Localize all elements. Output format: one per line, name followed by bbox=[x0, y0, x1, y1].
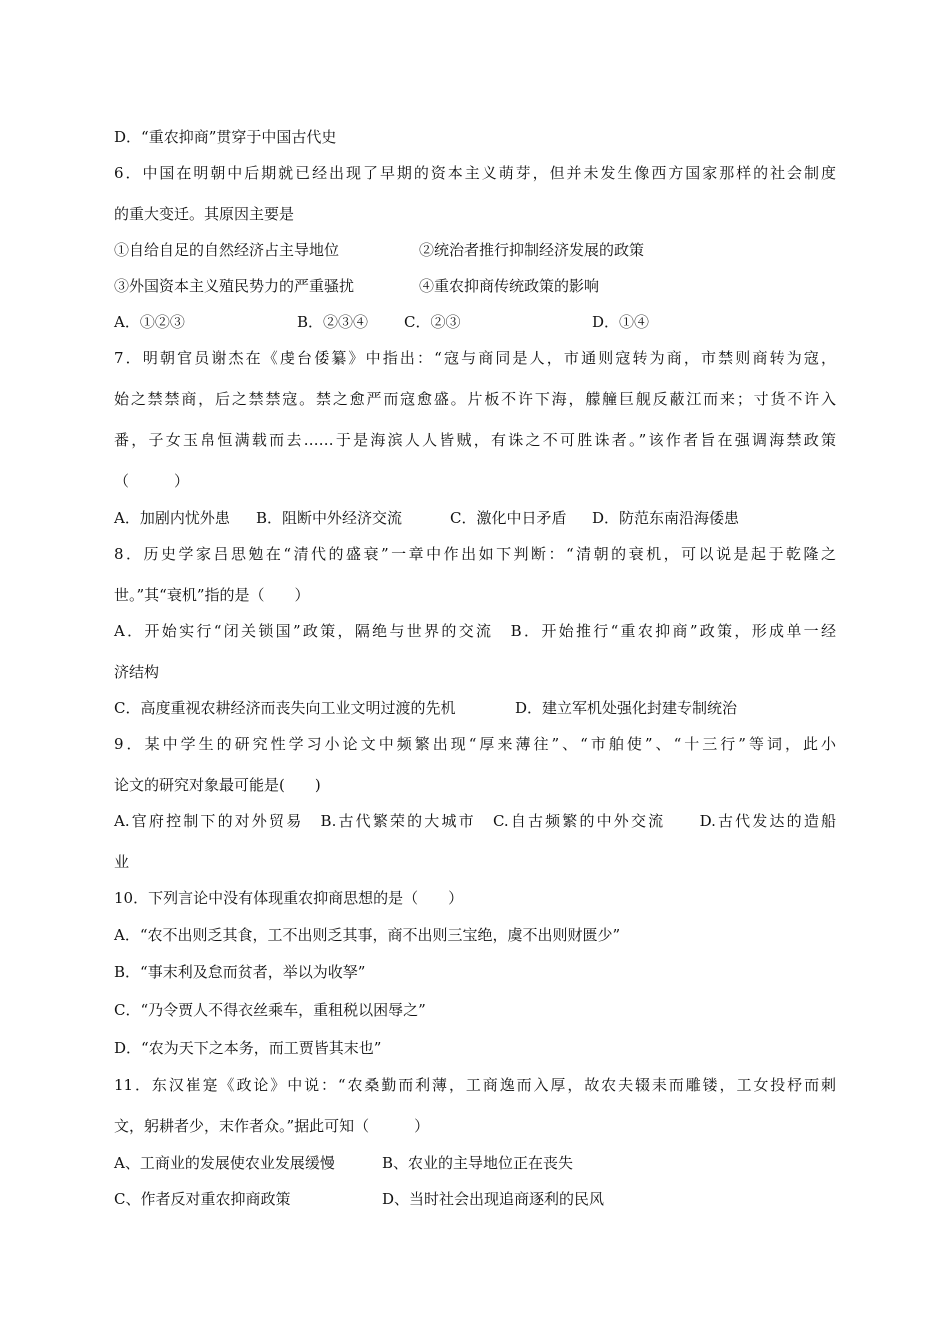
q10-option-d: D．“农为天下之本务，而工贾皆其末也” bbox=[114, 1039, 382, 1057]
q6-statement-1: ①自给自足的自然经济占主导地位 bbox=[114, 241, 340, 259]
q7-option-d: D．防范东南沿海倭患 bbox=[592, 509, 740, 527]
q7-answer-blank: （ ） bbox=[114, 472, 190, 490]
q9-options-line-2: 业 bbox=[114, 853, 130, 871]
q6-stem-line-2: 的重大变迁。其原因主要是 bbox=[114, 205, 295, 223]
q7-option-b: B．阻断中外经济交流 bbox=[256, 509, 403, 527]
q7-stem-line-2: 始之禁禁商，后之禁禁寇。禁之愈严而寇愈盛。片板不许下海，艨艟巨舰反蔽江而来；寸货不许入 bbox=[114, 390, 836, 408]
q7-stem-line-3: 番，子女玉帛恒满载而去……于是海滨人人皆贼，有诛之不可胜诛者。”该作者旨在强调海禁政策 bbox=[114, 431, 836, 449]
q6-option-b: B．②③④ bbox=[297, 313, 369, 331]
q7-stem-line-1: 7．明朝官员谢杰在《虔台倭纂》中指出：“寇与商同是人，市通则寇转为商，市禁则商转为寇， bbox=[114, 349, 836, 367]
q9-options-line-1: A.官府控制下的对外贸易 B.古代繁荣的大城市 C.自古频繁的中外交流 D.古代发达的造船 bbox=[114, 812, 836, 830]
q6-option-d: D．①④ bbox=[592, 313, 650, 331]
q11-stem-line-2: 文，躬耕者少，末作者众。”据此可知（ ） bbox=[114, 1117, 430, 1135]
q8-option-d: D．建立军机处强化封建专制统治 bbox=[515, 699, 738, 717]
q6-option-a: A．①②③ bbox=[114, 313, 185, 331]
q10-option-c: C．“乃令贾人不得衣丝乘车，重租税以困辱之” bbox=[114, 1001, 426, 1019]
q6-option-c: C．②③ bbox=[404, 313, 461, 331]
q6-stem-line-1: 6．中国在明朝中后期就已经出现了早期的资本主义萌芽，但并未发生像西方国家那样的社会制度 bbox=[114, 164, 836, 182]
q9-stem-line-1: 9．某中学生的研究性学习小论文中频繁出现“厚来薄往”、“市舶使”、“十三行”等词，此小 bbox=[114, 735, 836, 753]
q11-option-b: B、农业的主导地位正在丧失 bbox=[382, 1154, 574, 1172]
q11-stem-line-1: 11．东汉崔寔《政论》中说：“农桑勤而利薄，工商逸而入厚，故农夫辍耒而雕镂，工女投杼而刺 bbox=[114, 1076, 836, 1094]
q9-stem-line-2: 论文的研究对象最可能是( ) bbox=[114, 776, 321, 794]
q6-statement-4: ④重农抑商传统政策的影响 bbox=[419, 277, 600, 295]
q11-option-d: D、当时社会出现追商逐利的民风 bbox=[382, 1190, 605, 1208]
q11-option-c: C、作者反对重农抑商政策 bbox=[114, 1190, 291, 1208]
q6-statement-3: ③外国资本主义殖民势力的严重骚扰 bbox=[114, 277, 355, 295]
q10-option-a: A．“农不出则乏其食，工不出则乏其事，商不出则三宝绝，虞不出则财匮少” bbox=[114, 926, 621, 944]
q8-option-c: C．高度重视农耕经济而丧失向工业文明过渡的先机 bbox=[114, 699, 456, 717]
q7-option-a: A．加剧内忧外患 bbox=[114, 509, 230, 527]
q11-option-a: A、工商业的发展使农业发展缓慢 bbox=[114, 1154, 335, 1172]
q7-option-c: C．激化中日矛盾 bbox=[450, 509, 567, 527]
q8-stem-line-2: 世。”其“衰机”指的是（ ） bbox=[114, 586, 310, 604]
q5-option-d: D．“重农抑商”贯穿于中国古代史 bbox=[114, 128, 337, 146]
q10-stem: 10．下列言论中没有体现重农抑商思想的是（ ） bbox=[114, 889, 464, 907]
q8-options-line-1: A．开始实行“闭关锁国”政策，隔绝与世界的交流 B．开始推行“重农抑商”政策，形成单一经 bbox=[114, 622, 836, 640]
q6-statement-2: ②统治者推行抑制经济发展的政策 bbox=[419, 241, 645, 259]
q8-options-line-2: 济结构 bbox=[114, 663, 160, 681]
q10-option-b: B．“事末利及怠而贫者，举以为收孥” bbox=[114, 963, 366, 981]
q8-stem-line-1: 8．历史学家吕思勉在“清代的盛衰”一章中作出如下判断：“清朝的衰机，可以说是起于乾隆之 bbox=[114, 545, 836, 563]
